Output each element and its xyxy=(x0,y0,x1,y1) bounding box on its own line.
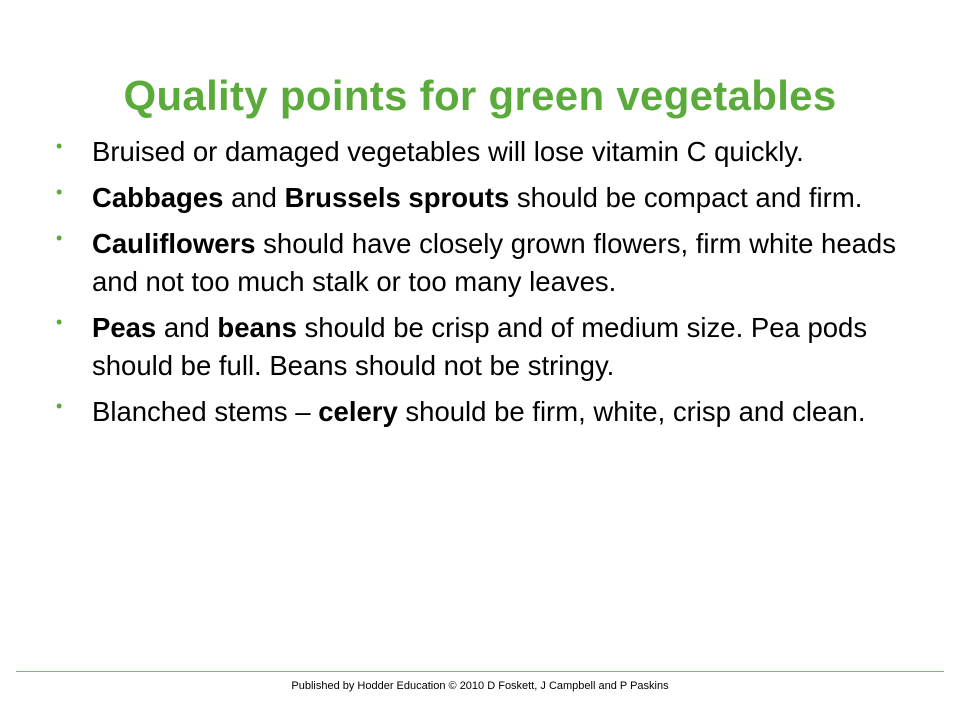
bullet-dot-icon: • xyxy=(56,136,63,156)
bullet-item xyxy=(56,133,916,171)
bullet-dot-icon: • xyxy=(56,182,63,202)
footer-credit: Published by Hodder Education © 2010 D Foskett, J Campbell and P Paskins xyxy=(291,680,669,692)
bullet-text-segment: Bruised or damaged vegetables will lose vitamin C quickly. xyxy=(92,136,804,167)
bullet-text xyxy=(92,312,867,381)
bullet-text xyxy=(92,136,804,167)
bullet-text-segment: should have closely grown flowers, firm white heads and not too much stalk or too many leaves. xyxy=(92,228,896,297)
bullet-text-segment: should be firm, white, crisp and clean. xyxy=(397,396,866,427)
bullet-text xyxy=(92,182,862,213)
bullet-text xyxy=(92,228,896,297)
bullet-item xyxy=(56,179,916,217)
bullet-text xyxy=(92,396,866,427)
bullet-dot-icon: • xyxy=(56,228,63,248)
bullet-text-emphasis: Cauliflowers xyxy=(92,228,256,259)
bullet-dot-icon: • xyxy=(56,312,63,332)
bullet-text-emphasis: Peas xyxy=(92,312,157,343)
bullet-item xyxy=(56,225,916,301)
bullet-dot-icon: • xyxy=(56,396,63,416)
bullet-text-segment: and xyxy=(156,312,218,343)
bullet-text-segment: Blanched stems – xyxy=(92,396,319,427)
bullet-item xyxy=(56,393,916,431)
bullet-text-segment: should be crisp and of medium size. Pea pods should be full. Beans should not be stringy. xyxy=(92,312,868,381)
bullet-text-emphasis: Brussels sprouts xyxy=(284,182,510,213)
footer-divider xyxy=(16,671,944,672)
slide-title: Quality points for green vegetables xyxy=(123,72,837,120)
bullet-item xyxy=(56,309,916,385)
bullet-text-emphasis: Cabbages xyxy=(92,182,224,213)
bullet-text-emphasis: celery xyxy=(318,396,398,427)
bullet-text-segment: and xyxy=(223,182,285,213)
bullet-text-segment: should be compact and firm. xyxy=(509,182,863,213)
bullet-text-emphasis: beans xyxy=(217,312,297,343)
bullet-list xyxy=(56,133,916,439)
